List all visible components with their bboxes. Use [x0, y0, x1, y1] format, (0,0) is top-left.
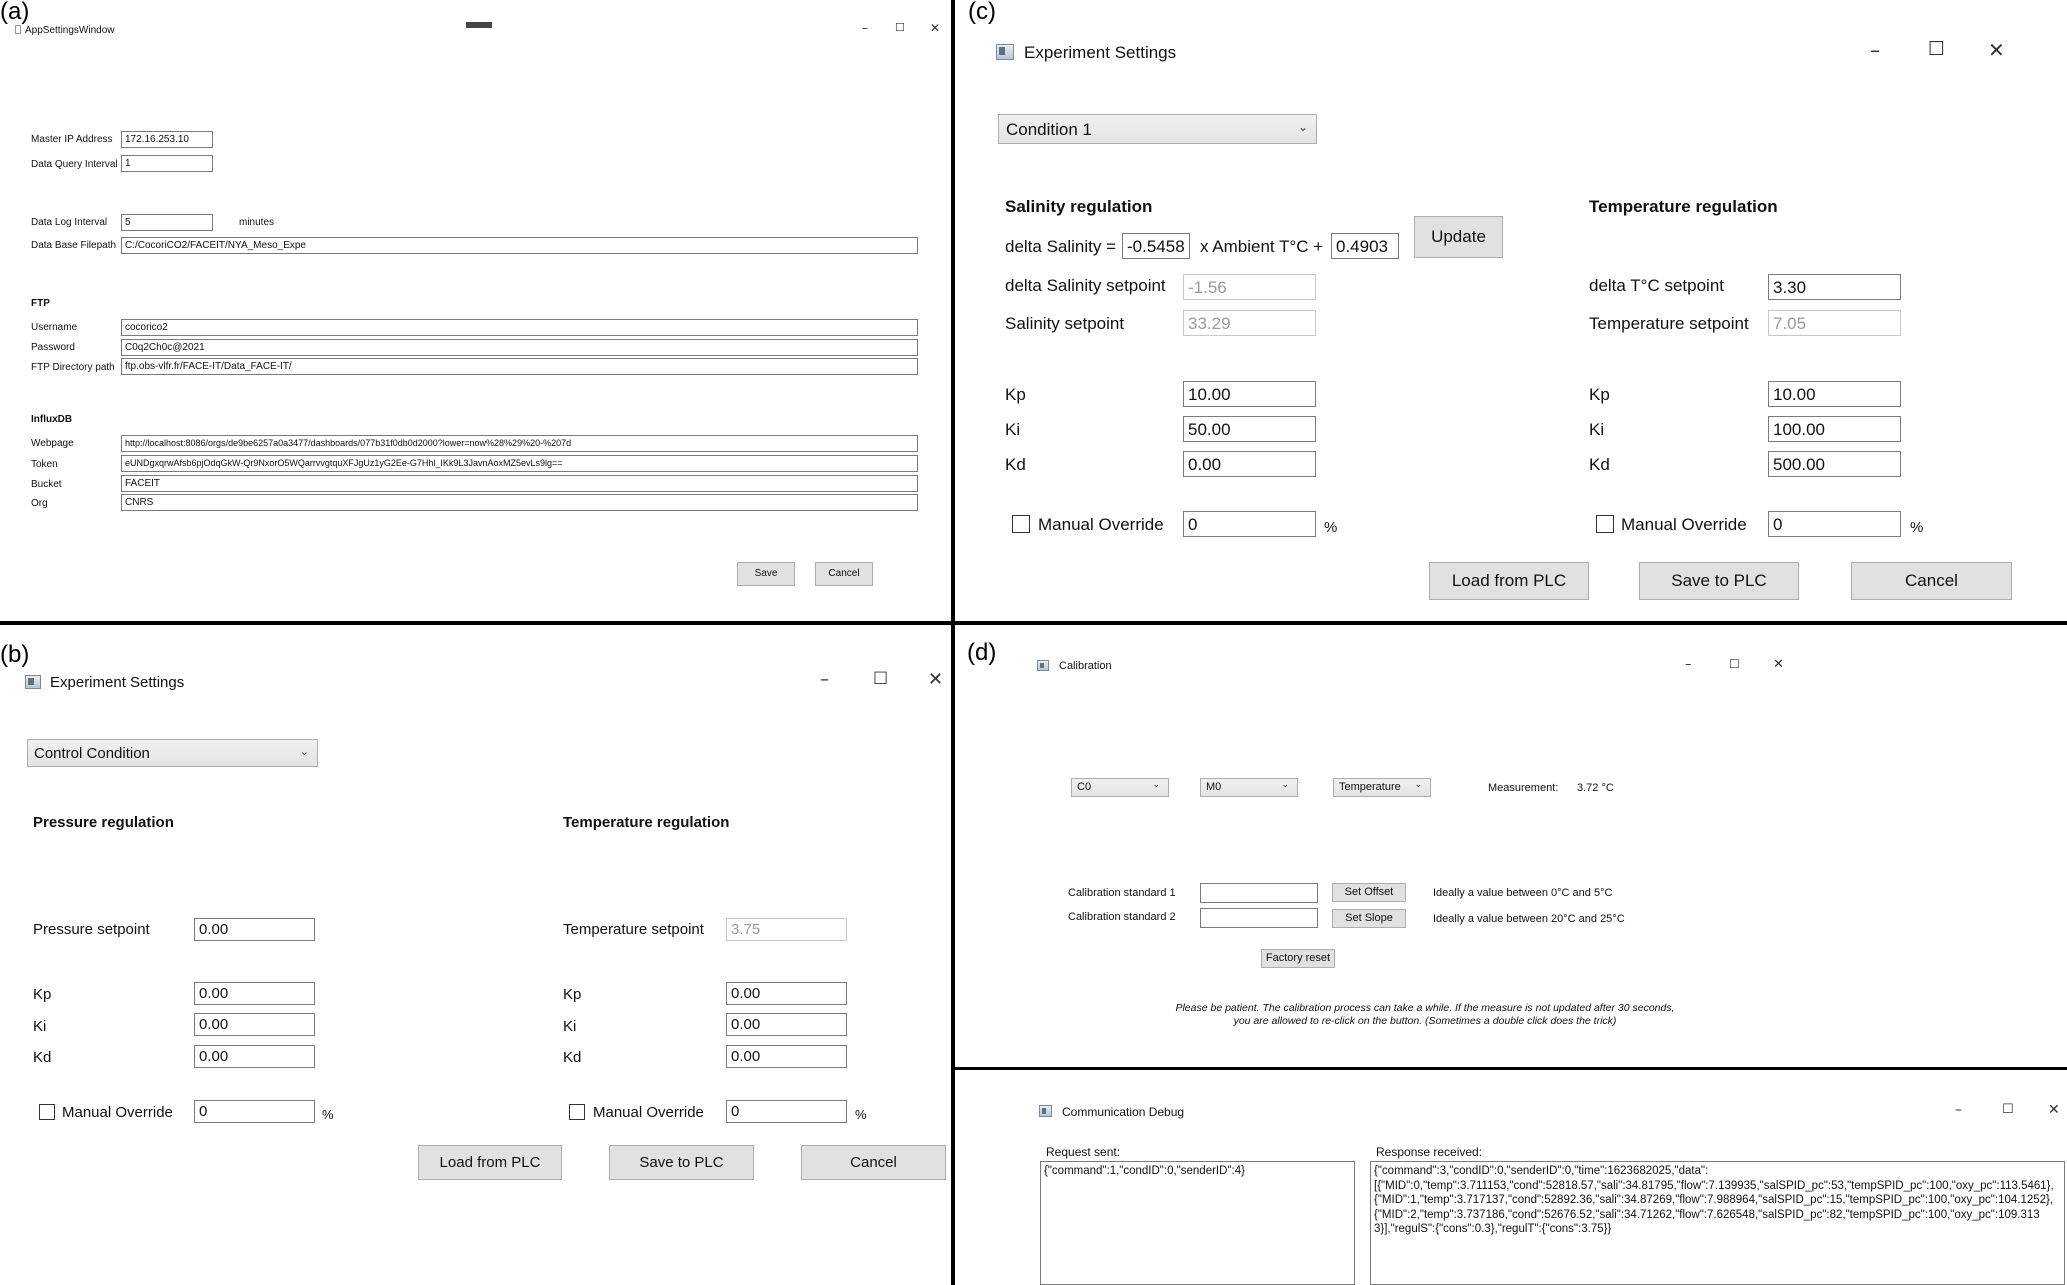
minimize-icon[interactable]: –: [1870, 38, 1880, 62]
close-icon[interactable]: ✕: [2048, 1102, 2060, 1118]
calibration-standard-2-label: Calibration standard 2: [1068, 911, 1176, 923]
request-sent-label: Request sent:: [1046, 1145, 1121, 1159]
load-from-plc-button[interactable]: Load from PLC: [1429, 562, 1589, 600]
app-window-icon: [1037, 660, 1049, 671]
ftp-dir-label: FTP Directory path: [31, 362, 115, 373]
condition-select[interactable]: [998, 114, 1317, 144]
panel-label-c: (c): [968, 0, 996, 25]
window-title: Communication Debug: [1062, 1105, 1185, 1119]
calibration-standard-1-label: Calibration standard 1: [1068, 887, 1176, 899]
password-input[interactable]: C0q2Ch0c@2021: [121, 339, 918, 356]
standard-2-hint: Ideally a value between 20°C and 25°C: [1433, 913, 1625, 925]
set-slope-button[interactable]: Set Slope: [1332, 909, 1406, 928]
panel-b-experiment-settings: [0, 625, 951, 1285]
ftp-heading: FTP: [31, 298, 50, 309]
panel-a-app-settings: [0, 0, 951, 621]
db-path-label: Data Base Filepath: [31, 240, 117, 251]
app-window-icon: [1039, 1105, 1052, 1117]
bucket-input[interactable]: FACEIT: [121, 475, 918, 492]
request-sent-textarea[interactable]: {"command":1,"condID":0,"senderID":4}: [1040, 1161, 1355, 1285]
temperature-heading: Temperature regulation: [563, 814, 730, 831]
calibration-note-line-2: you are allowed to re-click on the button. (Sometimes a double click does the trick): [1233, 1015, 1617, 1027]
sensor-select-value: Temperature: [1339, 781, 1401, 793]
maximize-icon[interactable]: ☐: [2002, 1102, 2014, 1117]
salinity-kp-label: Kp: [1005, 385, 1026, 404]
salinity-ki-label: Ki: [1005, 420, 1021, 439]
temperature-kd-label: Kd: [563, 1049, 582, 1066]
temperature-kp-label: Kp: [1589, 385, 1610, 404]
panel-c-experiment-settings: [955, 0, 2067, 621]
measurement-label: Measurement:: [1488, 782, 1559, 794]
pressure-kp-label: Kp: [33, 986, 52, 1003]
salinity-kp-input[interactable]: 10.00: [1183, 381, 1316, 407]
minimize-icon[interactable]: –: [862, 21, 868, 35]
sensor-select[interactable]: [1333, 778, 1431, 797]
temperature-ki-input[interactable]: 0.00: [726, 1013, 847, 1036]
temperature-kd-input[interactable]: 0.00: [726, 1045, 847, 1068]
delta-salinity-setpoint-input[interactable]: -1.56: [1183, 274, 1316, 300]
master-ip-label: Master IP Address: [31, 134, 113, 145]
app-window-icon: [996, 44, 1014, 60]
salinity-kd-label: Kd: [1005, 455, 1026, 474]
window-title: Experiment Settings: [50, 674, 185, 691]
save-to-plc-button[interactable]: Save to PLC: [609, 1145, 754, 1180]
app-window-icon: [15, 25, 21, 34]
salinity-heading: Salinity regulation: [1005, 197, 1153, 216]
pressure-ki-input[interactable]: 0.00: [194, 1013, 315, 1036]
chevron-down-icon: ⌄: [1281, 780, 1289, 790]
salinity-manual-override-checkbox[interactable]: [1012, 515, 1030, 533]
condition-select-value: Condition 1: [1006, 120, 1093, 139]
panel-label-b: (b): [0, 641, 30, 668]
pressure-kd-input[interactable]: 0.00: [194, 1045, 315, 1068]
chevron-down-icon: ⌄: [1152, 780, 1160, 790]
calibration-note: [1075, 1002, 1775, 1028]
pressure-heading: Pressure regulation: [33, 814, 174, 831]
pressure-manual-override-checkbox[interactable]: [39, 1104, 55, 1120]
temperature-override-input[interactable]: 0: [726, 1100, 847, 1123]
salinity-setpoint-label: Salinity setpoint: [1005, 314, 1125, 333]
panel-label-d: (d): [967, 639, 997, 666]
pressure-setpoint-input[interactable]: 0.00: [194, 918, 315, 941]
delta-salinity-setpoint-label: delta Salinity setpoint: [1005, 276, 1166, 295]
maximize-icon[interactable]: ☐: [1729, 657, 1740, 671]
webpage-label: Webpage: [31, 438, 74, 449]
delta-temperature-setpoint-input[interactable]: 3.30: [1768, 274, 1901, 300]
temperature-setpoint-input[interactable]: 3.75: [726, 918, 847, 941]
app-window-icon: [25, 675, 41, 689]
cancel-button[interactable]: Cancel: [801, 1145, 946, 1180]
mesocosm-select-value: M0: [1206, 781, 1222, 793]
delta-salinity-equation-label: delta Salinity =: [1005, 237, 1117, 256]
webpage-input[interactable]: http://localhost:8086/orgs/de9be6257a0a3477/dashboards/077b31f0db0d2000?lower=now%28%29%20-%207d: [121, 435, 918, 452]
calibration-standard-1-input[interactable]: [1200, 883, 1318, 903]
panel-d-calibration: [955, 625, 2067, 1067]
panel-label-a: (a): [0, 0, 30, 25]
temperature-setpoint-label: Temperature setpoint: [563, 921, 704, 938]
salinity-manual-override-label: Manual Override: [1038, 515, 1164, 534]
temperature-ki-input[interactable]: 100.00: [1768, 416, 1901, 442]
temperature-ki-label: Ki: [563, 1018, 577, 1035]
delta-temperature-setpoint-label: delta T°C setpoint: [1589, 276, 1725, 295]
username-label: Username: [31, 322, 78, 333]
condition-select-value: Control Condition: [34, 745, 150, 762]
temperature-override-input[interactable]: 0: [1768, 511, 1901, 537]
close-icon[interactable]: ✕: [928, 669, 944, 690]
salinity-override-input[interactable]: 0: [1183, 511, 1316, 537]
temperature-percent: %: [1910, 519, 1924, 536]
temperature-ki-label: Ki: [1589, 420, 1605, 439]
temperature-kp-label: Kp: [563, 986, 582, 1003]
condition-select[interactable]: [1071, 778, 1169, 797]
temperature-manual-override-checkbox[interactable]: [569, 1104, 585, 1120]
password-label: Password: [31, 342, 75, 353]
master-ip-input[interactable]: 172.16.253.10: [121, 131, 213, 148]
pressure-kp-input[interactable]: 0.00: [194, 982, 315, 1005]
panel-communication-debug: [955, 1070, 2067, 1285]
log-interval-label: Data Log Interval: [31, 217, 108, 228]
chevron-down-icon: ⌄: [1414, 780, 1422, 790]
condition-select-value: C0: [1077, 781, 1092, 793]
username-input[interactable]: cocorico2: [121, 319, 918, 336]
cancel-button[interactable]: Cancel: [815, 562, 873, 586]
log-interval-input[interactable]: 5: [121, 214, 213, 231]
pressure-ki-label: Ki: [33, 1018, 47, 1035]
pressure-percent: %: [322, 1107, 334, 1122]
response-received-textarea[interactable]: {"command":3,"condID":0,"senderID":0,"time":1623682025,"data": [{"MID":0,"temp":3.711153,"cond":52818.57,"sali":34.81795,"flow":7.139935,"salSPID_pc":53,"tempSPID_pc":100,"oxy_pc":113.5461}, {"MID":1,"temp":3.717137,"cond":52892.36,"sali":34.87269,"flow":7.988964,"salSPID_pc":15,"tempSPID_pc":100,"oxy_pc":104.1252}, {"MID":2,"temp":3.737186,"cond":52676.52,"sali":34.71262,"flow":7.626548,"salSPID_pc":82,"tempSPID_pc":100,"oxy_pc":109.3133}],"regulS":{"cons":0.3},"regulT":{"cons":3.75}}: [1370, 1161, 2065, 1285]
chevron-down-icon: ⌄: [299, 745, 309, 758]
temperature-manual-override-checkbox[interactable]: [1596, 515, 1614, 533]
calibration-note-line-1: Please be patient. The calibration process can take a while. If the measure is not updated after 30 seconds,: [1175, 1002, 1675, 1014]
org-label: Org: [31, 498, 48, 509]
temperature-kd-input[interactable]: 500.00: [1768, 451, 1901, 477]
token-input[interactable]: eUNDgxqrwAfsb6pjOdqGkW-Qr9NxorO5WQarrvvgtquXFJgUz1yG2Ee-G7Hhl_IKk9L3JavnAoxMZ5evLs9lg==: [121, 455, 918, 472]
close-icon[interactable]: ✕: [1988, 38, 2005, 62]
salinity-setpoint-input[interactable]: 33.29: [1183, 310, 1316, 336]
maximize-icon[interactable]: ☐: [873, 669, 889, 689]
token-label: Token: [31, 459, 58, 470]
minimize-icon[interactable]: –: [1955, 1102, 1962, 1118]
save-button[interactable]: Save: [737, 562, 795, 586]
load-from-plc-button[interactable]: Load from PLC: [418, 1145, 562, 1180]
pressure-setpoint-label: Pressure setpoint: [33, 921, 150, 938]
temperature-setpoint-label: Temperature setpoint: [1589, 314, 1749, 333]
delta-salinity-offset-input[interactable]: 0.4903: [1331, 233, 1399, 259]
delta-salinity-coefficient-input[interactable]: -0.5458: [1122, 233, 1190, 259]
influx-heading: InfluxDB: [31, 414, 73, 425]
salinity-percent: %: [1324, 519, 1338, 536]
pressure-override-input[interactable]: 0: [194, 1100, 315, 1123]
standard-1-hint: Ideally a value between 0°C and 5°C: [1433, 887, 1613, 899]
temperature-kd-label: Kd: [1589, 455, 1610, 474]
query-interval-label: Data Query Interval: [31, 159, 118, 170]
org-input[interactable]: CNRS: [121, 494, 918, 511]
temperature-percent: %: [855, 1107, 867, 1122]
calibration-standard-2-input[interactable]: [1200, 908, 1318, 928]
temperature-setpoint-input[interactable]: 7.05: [1768, 310, 1901, 336]
set-offset-button[interactable]: Set Offset: [1332, 883, 1406, 902]
close-icon[interactable]: ✕: [930, 21, 941, 35]
minimize-icon[interactable]: –: [820, 669, 829, 690]
minimize-icon[interactable]: –: [1685, 657, 1692, 672]
drag-handle[interactable]: [466, 22, 492, 28]
log-interval-unit: minutes: [239, 217, 275, 228]
bucket-label: Bucket: [31, 479, 62, 490]
pressure-kd-label: Kd: [33, 1049, 52, 1066]
maximize-icon[interactable]: ☐: [1928, 38, 1946, 60]
db-path-input[interactable]: C:/CocoriCO2/FACEIT/NYA_Meso_Expe: [121, 237, 918, 254]
update-button[interactable]: Update: [1414, 216, 1503, 258]
temperature-kp-input[interactable]: 0.00: [726, 982, 847, 1005]
window-title: Experiment Settings: [1024, 43, 1177, 62]
maximize-icon[interactable]: ☐: [895, 21, 905, 34]
ftp-dir-input[interactable]: ftp.obs-vlfr.fr/FACE-IT/Data_FACE-IT/: [121, 358, 918, 375]
temperature-manual-override-label: Manual Override: [593, 1104, 704, 1121]
query-interval-input[interactable]: 1: [121, 155, 213, 172]
mesocosm-select[interactable]: [1200, 778, 1298, 797]
chevron-down-icon: ⌄: [1297, 120, 1308, 134]
factory-reset-button[interactable]: Factory reset: [1261, 949, 1335, 968]
salinity-kd-input[interactable]: 0.00: [1183, 451, 1316, 477]
window-title: AppSettingsWindow: [25, 25, 115, 36]
salinity-ki-input[interactable]: 50.00: [1183, 416, 1316, 442]
ambient-temperature-label: x Ambient T°C +: [1200, 237, 1324, 256]
temperature-kp-input[interactable]: 10.00: [1768, 381, 1901, 407]
temperature-manual-override-label: Manual Override: [1621, 515, 1747, 534]
condition-select[interactable]: [27, 739, 318, 767]
pressure-manual-override-label: Manual Override: [62, 1104, 173, 1121]
response-received-label: Response received:: [1376, 1145, 1483, 1159]
save-to-plc-button[interactable]: Save to PLC: [1639, 562, 1799, 600]
window-title: Calibration: [1059, 660, 1112, 672]
measurement-value: 3.72 °C: [1577, 782, 1614, 794]
temperature-heading: Temperature regulation: [1589, 197, 1778, 216]
close-icon[interactable]: ✕: [1773, 657, 1784, 672]
cancel-button[interactable]: Cancel: [1851, 562, 2012, 600]
